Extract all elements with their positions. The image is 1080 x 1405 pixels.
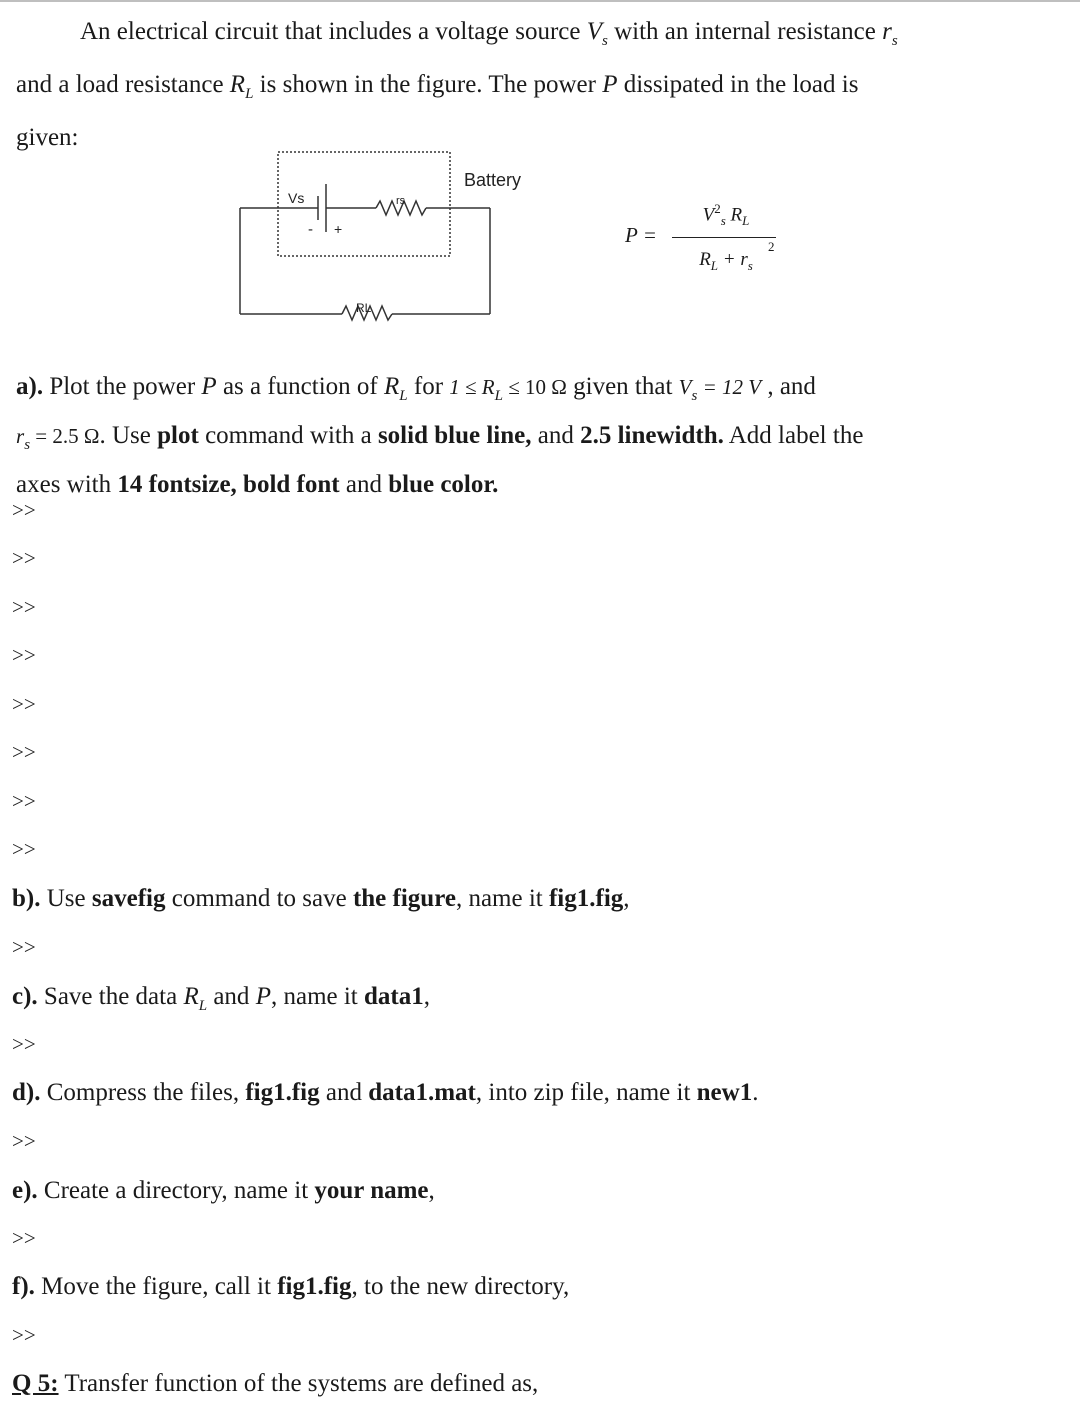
bold-term: 14 fontsize, bold font	[117, 471, 340, 498]
question-label: d).	[12, 1079, 41, 1106]
range-expr: 1 ≤ R	[449, 375, 495, 399]
question-b	[12, 885, 630, 913]
formula-sup: 2	[714, 201, 721, 216]
command-prompt[interactable]: >>	[12, 935, 36, 959]
qb-text: ,	[623, 885, 630, 912]
intro-text: is shown in the figure. The power	[253, 71, 603, 98]
qd-text: .	[752, 1079, 759, 1106]
qd-text: , into zip file, name it	[475, 1079, 697, 1106]
intro-line-2	[16, 63, 1062, 116]
qf-text: Move the figure, call it	[34, 1273, 278, 1300]
bold-term: fig1.fig	[245, 1079, 320, 1106]
vs-label: Vs	[288, 190, 305, 206]
qf-text: , to the new directory,	[351, 1273, 570, 1300]
qd-text: Compress the files,	[40, 1079, 246, 1106]
symbol-sub: L	[399, 388, 408, 404]
question-label: b).	[12, 885, 41, 912]
qa-text: as a function of	[216, 373, 384, 400]
symbol-p: P	[201, 373, 217, 400]
question-d	[12, 1079, 758, 1107]
rs-label: rs	[396, 195, 406, 207]
intro-text: and a load resistance	[16, 71, 230, 98]
top-rule	[0, 0, 1080, 2]
intro-line-3: given:	[16, 124, 79, 151]
bold-term: fig1.fig	[277, 1273, 352, 1300]
bold-term: 2.5 linewidth.	[580, 422, 724, 449]
formula-plus-r: + r	[718, 249, 748, 270]
command-prompt[interactable]: >>	[12, 595, 36, 619]
qa-text: Add label the	[723, 422, 864, 449]
symbol-sub: s	[891, 33, 898, 49]
question-f	[12, 1273, 569, 1301]
command-prompt[interactable]: >>	[12, 692, 36, 716]
qa-text: axes with	[16, 471, 118, 498]
command-prompt[interactable]: >>	[12, 1129, 36, 1153]
formula-r: R	[730, 204, 743, 226]
qb-text: , name it	[455, 885, 549, 912]
rs-value: = 2.5 Ω	[30, 424, 100, 448]
symbol-sub: s	[691, 388, 698, 404]
question-label: Q 5:	[12, 1370, 59, 1397]
intro-text: dissipated in the load is	[617, 71, 859, 98]
q5-text: Transfer function of the systems are defined as,	[58, 1370, 539, 1397]
qc-text: ,	[423, 983, 430, 1010]
symbol-rl: R	[384, 373, 400, 400]
formula-sub: L	[742, 213, 750, 229]
question-label: e).	[12, 1177, 38, 1204]
symbol-sub: L	[245, 86, 254, 102]
command-prompt[interactable]: >>	[12, 740, 36, 764]
bold-term: plot	[157, 422, 199, 449]
qb-text: command to save	[165, 885, 353, 912]
formula-power: 2	[768, 239, 775, 254]
formula-sub: s	[747, 257, 753, 273]
command-prompt[interactable]: >>	[12, 789, 36, 813]
formula-v: V	[702, 204, 715, 226]
qa-text: and	[531, 422, 581, 449]
symbol-p: P	[255, 983, 271, 1010]
intro-line-1	[16, 10, 1062, 63]
bold-term: solid blue line,	[377, 422, 532, 449]
formula-numerator	[672, 201, 780, 229]
bold-term: new1	[696, 1079, 753, 1106]
minus-label: -	[308, 221, 313, 238]
qa-text: given that	[566, 373, 679, 400]
symbol-rl: R	[229, 71, 246, 98]
power-formula	[620, 195, 790, 285]
intro-text: with an internal resistance	[607, 18, 883, 45]
symbol-rs: r	[882, 18, 892, 45]
bold-term: savefig	[91, 885, 166, 912]
question-c	[12, 983, 430, 1015]
qa-text: . Use	[99, 422, 158, 449]
question-a	[16, 367, 1062, 504]
formula-denominator	[672, 249, 780, 274]
question-e	[12, 1177, 435, 1205]
command-prompt[interactable]: >>	[12, 1032, 36, 1056]
symbol-rs: r	[16, 424, 25, 448]
command-prompt[interactable]: >>	[12, 546, 36, 570]
question-label: c).	[12, 983, 38, 1010]
symbol-p: P	[602, 71, 618, 98]
qc-text: and	[207, 983, 256, 1010]
formula-sub: L	[710, 257, 719, 273]
vs-value: = 12 V	[697, 375, 762, 399]
intro-paragraph	[16, 10, 1062, 159]
bold-term: fig1.fig	[548, 885, 624, 912]
bold-term: blue color.	[388, 471, 499, 498]
qa-text: Plot the power	[43, 373, 202, 400]
question-5	[12, 1370, 538, 1398]
command-prompt[interactable]: >>	[12, 498, 36, 522]
qd-text: and	[319, 1079, 369, 1106]
circuit-diagram	[230, 140, 550, 330]
range-expr: ≤ 10 Ω	[502, 375, 567, 399]
qa-text: and	[339, 471, 389, 498]
formula-sub: s	[720, 213, 726, 229]
qe-text: ,	[428, 1177, 435, 1204]
formula-lhs: P =	[625, 223, 657, 247]
symbol-vs: V	[586, 18, 603, 45]
symbol-sub: L	[494, 388, 503, 404]
question-label: f).	[12, 1273, 35, 1300]
plus-label: +	[334, 221, 343, 237]
qa-text: for	[407, 373, 450, 400]
fraction-bar	[672, 237, 776, 238]
bold-term: the figure	[352, 885, 456, 912]
bold-term: data1.mat	[368, 1079, 476, 1106]
command-prompt[interactable]: >>	[12, 837, 36, 861]
intro-text: An electrical circuit that includes a voltage source	[80, 18, 587, 45]
question-label: a).	[16, 373, 44, 400]
command-prompt[interactable]: >>	[12, 1226, 36, 1250]
qc-text: Save the data	[37, 983, 184, 1010]
qb-text: Use	[40, 885, 92, 912]
symbol-vs: V	[678, 375, 692, 399]
symbol-sub: s	[24, 437, 31, 453]
battery-label: Battery	[464, 170, 522, 190]
formula-r: R	[699, 249, 711, 270]
qa-text: , and	[761, 373, 816, 400]
bold-term: your name	[314, 1177, 429, 1204]
rl-label: RL	[356, 301, 372, 315]
symbol-sub: L	[198, 998, 208, 1014]
qe-text: Create a directory, name it	[37, 1177, 315, 1204]
command-prompt[interactable]: >>	[12, 643, 36, 667]
symbol-sub: s	[602, 33, 608, 49]
qc-text: , name it	[270, 983, 364, 1010]
symbol-rl: R	[183, 983, 199, 1010]
qa-text: command with a	[198, 422, 378, 449]
command-prompt[interactable]: >>	[12, 1323, 36, 1347]
bold-term: data1	[364, 983, 424, 1010]
